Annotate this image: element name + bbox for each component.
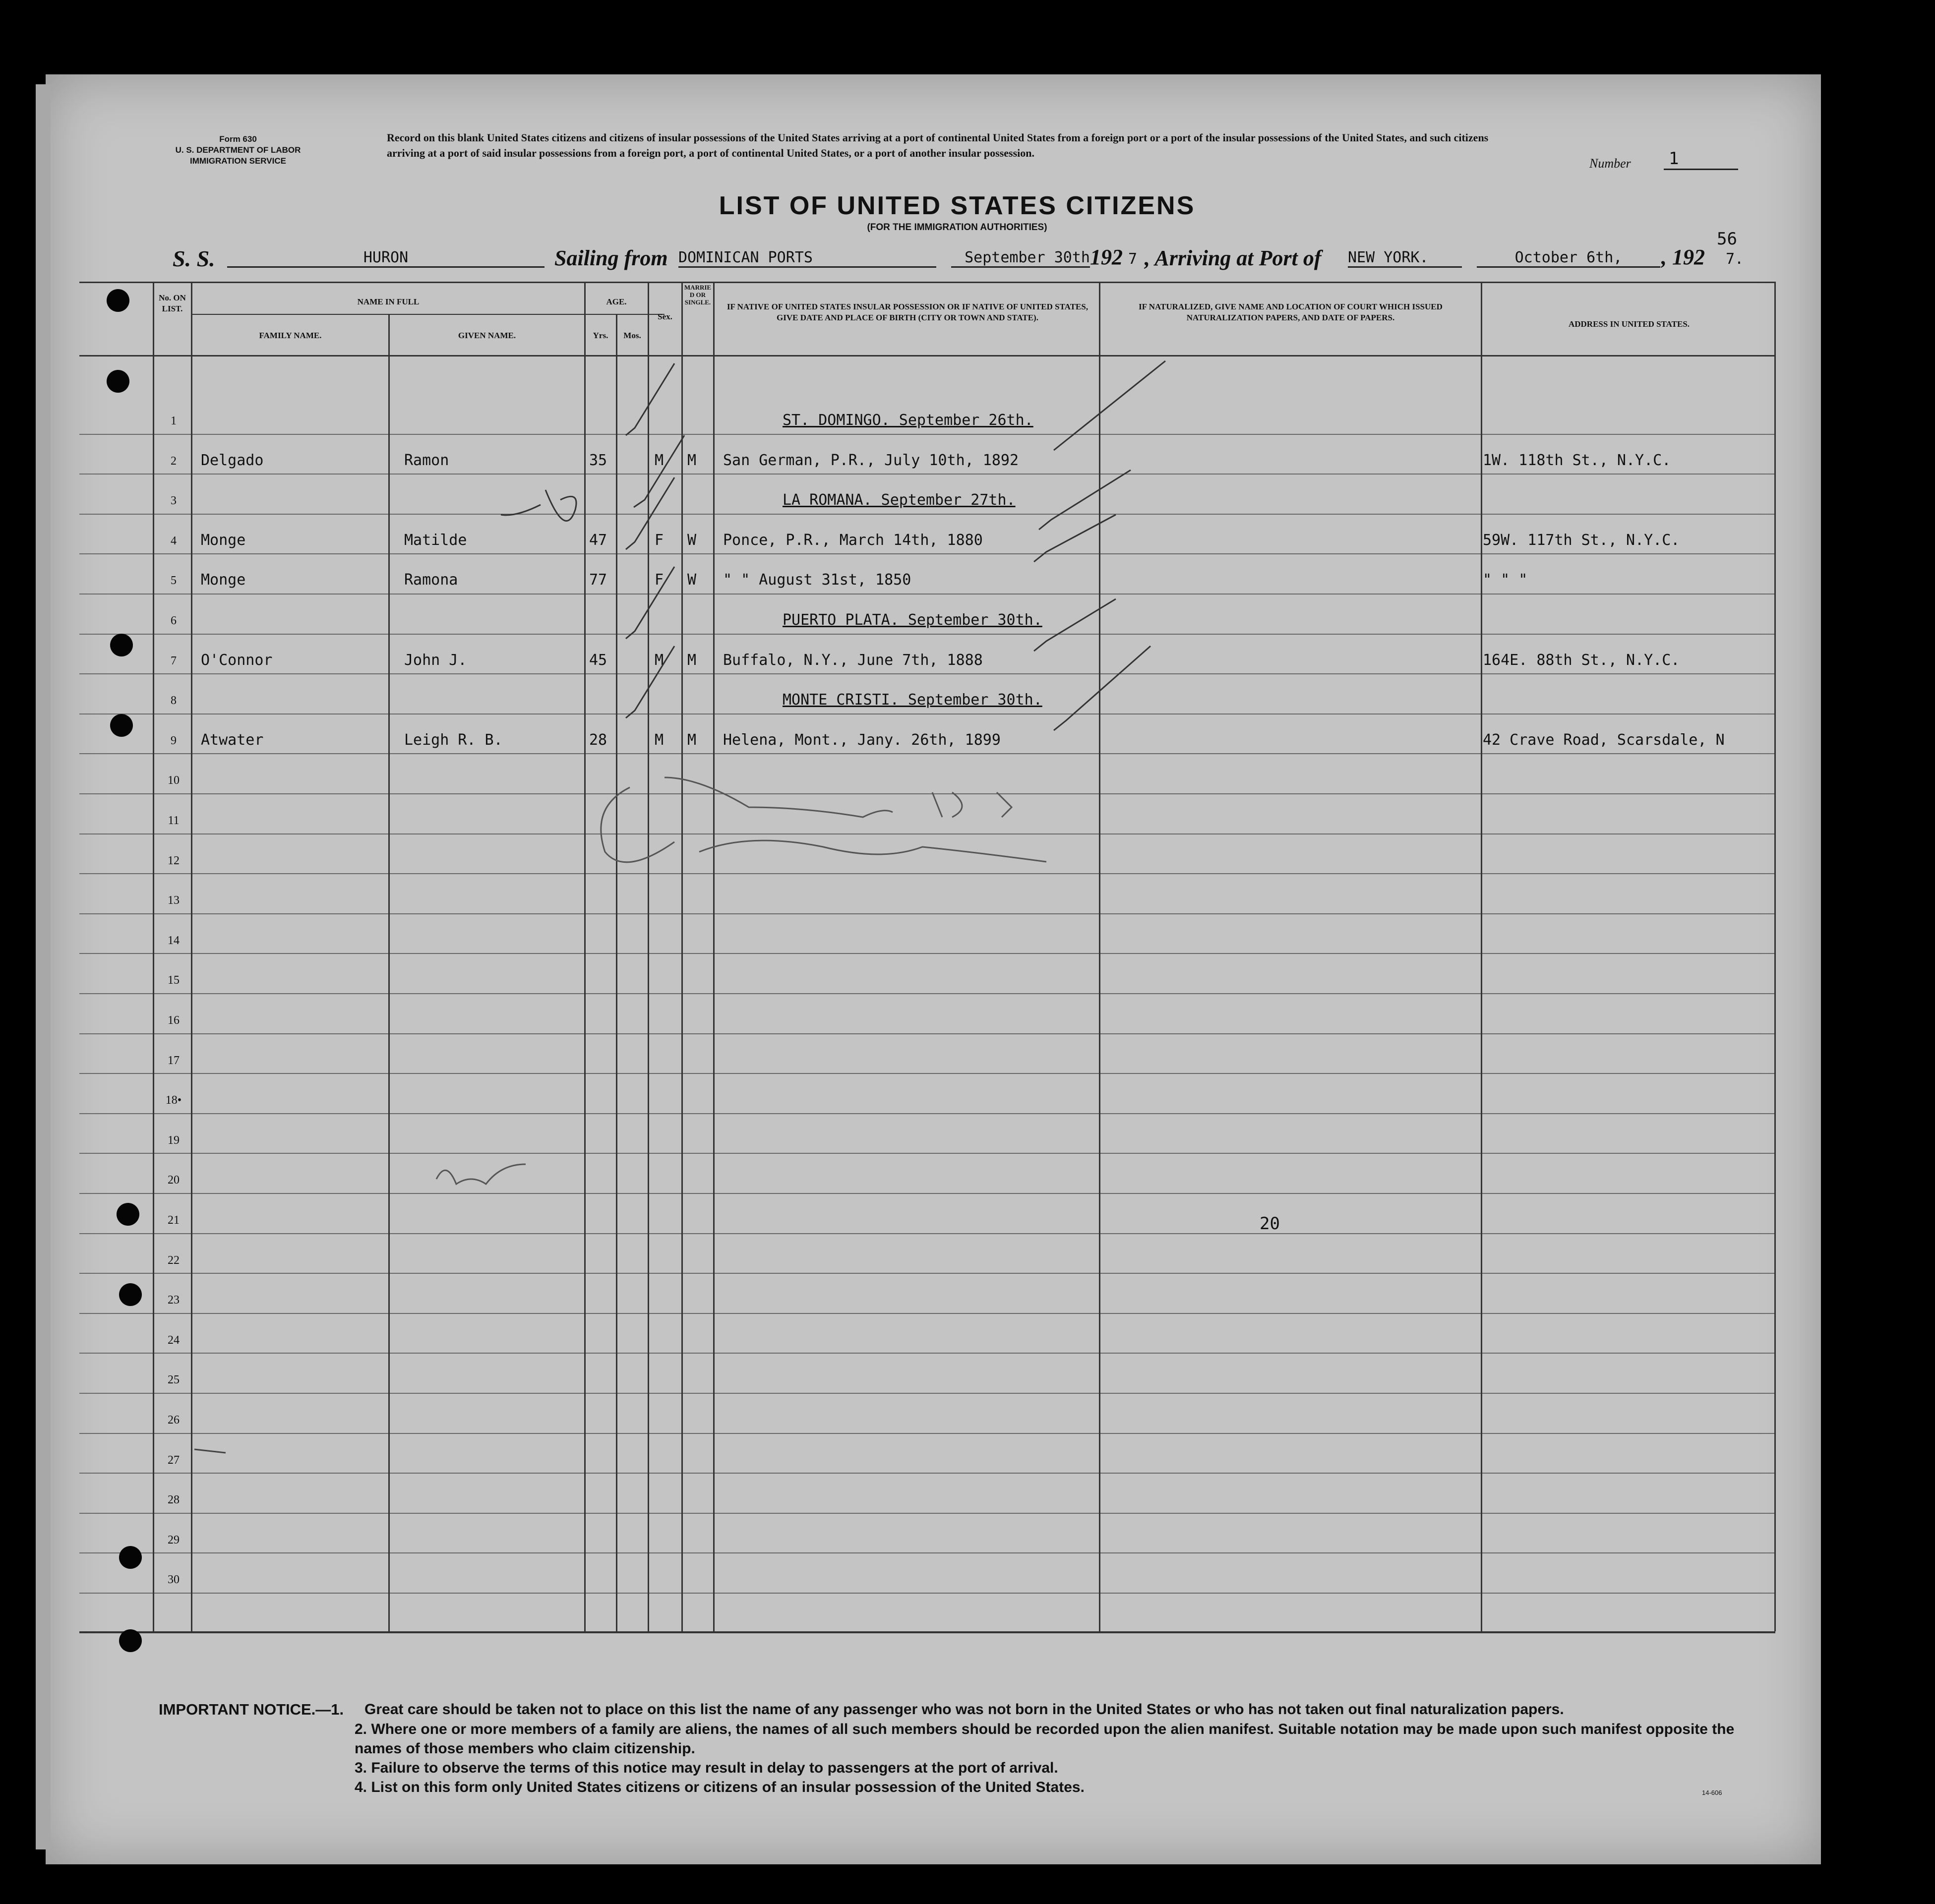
birth-info-cell: Helena, Mont., Jany. 26th, 1899 (723, 731, 1001, 749)
age-years-cell: 47 (589, 532, 607, 549)
header-naturalized: IF NATURALIZED, GIVE NAME AND LOCATION OF COURT WHICH ISSUED NATURALIZATION PAPERS, AND DATE OF PAPERS. (1139, 302, 1443, 322)
punch-hole (117, 1203, 139, 1226)
punch-hole (110, 634, 133, 656)
punch-hole (119, 1546, 142, 1569)
header-birth: IF NATIVE OF UNITED STATES INSULAR POSSESSION OR IF NATIVE OF UNITED STATES, GIVE DATE AND PLACE OF BIRTH (CITY OR TOWN AND STATE). (726, 302, 1088, 322)
inspector-signature (699, 840, 1046, 862)
check-mark (626, 646, 674, 718)
service: IMMIGRATION SERVICE (190, 156, 286, 166)
punch-hole (119, 1629, 142, 1652)
row-number: 10 (168, 774, 180, 787)
marital-status-cell: M (687, 452, 697, 469)
header-married: MARRIED OR SINGLE. (684, 284, 712, 306)
punch-hole (110, 714, 133, 737)
port-heading: MONTE CRISTI. September 30th. (783, 691, 1042, 709)
row-number: 9 (171, 734, 177, 747)
address-cell: 59W. 117th St., N.Y.C. (1483, 532, 1680, 549)
check-mark (1039, 470, 1131, 530)
family-name-cell: O'Connor (201, 652, 273, 669)
header-yrs: Yrs. (593, 331, 608, 340)
header-given-name: GIVEN NAME. (458, 331, 516, 340)
given-name-cell: John J. (404, 652, 467, 669)
address-cell: 1W. 118th St., N.Y.C. (1483, 452, 1671, 469)
punch-hole (107, 289, 129, 312)
inspector-signature (665, 777, 893, 817)
family-name-cell: Monge (201, 571, 246, 589)
sex-cell: F (655, 532, 664, 549)
sex-cell: M (655, 731, 664, 749)
given-name-cell: Ramon (404, 452, 449, 469)
marital-status-cell: M (687, 652, 697, 669)
row-number: 2 (171, 455, 177, 468)
row-number: 21 (168, 1214, 180, 1227)
header-family-name: FAMILY NAME. (259, 331, 322, 340)
check-mark (1034, 515, 1116, 562)
header-sex: Sex. (658, 312, 672, 321)
address-cell: 42 Crave Road, Scarsdale, N (1483, 731, 1725, 749)
age-years-cell: 77 (589, 571, 607, 589)
header-mos: Mos. (623, 331, 641, 340)
row-number: 27 (168, 1454, 180, 1467)
port-heading: PUERTO PLATA. September 30th. (783, 611, 1042, 629)
check-mark (626, 363, 674, 435)
marital-status-cell: M (687, 731, 697, 749)
header-name-in-full: NAME IN FULL (357, 297, 420, 306)
port-heading: LA ROMANA. September 27th. (783, 491, 1016, 509)
birth-info-cell: Buffalo, N.Y., June 7th, 1888 (723, 652, 983, 669)
row-number: 25 (168, 1373, 180, 1386)
row-number: 6 (171, 614, 177, 627)
arriving-date: October 6th, (1477, 249, 1660, 268)
row-number: 3 (171, 494, 177, 507)
birth-info-cell: " " August 31st, 1850 (723, 571, 911, 589)
sheet-edge (36, 84, 51, 1849)
stray-mark: 20 (1260, 1214, 1280, 1234)
age-years-cell: 35 (589, 452, 607, 469)
handwritten-notation (545, 490, 576, 521)
check-mark (1054, 646, 1150, 730)
sailing-label: Sailing from (554, 246, 668, 270)
row-number: 15 (168, 974, 180, 987)
port-heading: ST. DOMINGO. September 26th. (783, 412, 1033, 429)
check-mark (1054, 361, 1165, 450)
row-number: 7 (171, 654, 177, 667)
check-mark (634, 435, 684, 507)
inspector-signature (932, 792, 1012, 817)
header-address: ADDRESS IN UNITED STATES. (1568, 319, 1690, 329)
row-number: 24 (168, 1334, 180, 1347)
row-number: 30 (168, 1573, 180, 1586)
notice-item-4: 4. List on this form only United States citizens or citizens of an insular possession of the United States. (355, 1779, 1085, 1795)
arriving-label: , Arriving at Port of (1145, 246, 1322, 270)
row-number: 23 (168, 1294, 180, 1307)
family-name-cell: Delgado (201, 452, 264, 469)
department: U. S. DEPARTMENT OF LABOR (175, 145, 301, 155)
ss-label: S. S. (173, 246, 215, 271)
inspector-signature (601, 787, 674, 862)
header-age: AGE. (606, 297, 627, 306)
row-number: 20 (168, 1174, 180, 1187)
marital-status-cell: W (687, 571, 697, 589)
row-number: 5 (171, 574, 177, 587)
handwritten-notation (436, 1164, 526, 1184)
notice-item-1: Great care should be taken not to place on this list the name of any passenger who was not born in the United States or who has not taken out final naturalization papers. (364, 1701, 1564, 1718)
row-number: 8 (171, 694, 177, 707)
row-number: 19 (168, 1134, 180, 1147)
row-number: 1 (171, 415, 177, 427)
sex-cell: M (655, 652, 664, 669)
sailing-from: DOMINICAN PORTS (678, 249, 936, 268)
row-number: 28 (168, 1493, 180, 1506)
address-cell: " " " (1483, 571, 1528, 589)
row-number: 12 (168, 854, 180, 867)
given-name-cell: Matilde (404, 532, 467, 549)
handwritten-notation (501, 505, 541, 515)
row-number: 11 (168, 814, 180, 827)
arriving-year-suffix: 7. (1726, 250, 1744, 268)
ship-name: HURON (227, 249, 544, 268)
row-number: 29 (168, 1534, 180, 1547)
row-number: 17 (168, 1054, 180, 1067)
citizen-table (79, 282, 1775, 1635)
family-name-cell: Monge (201, 532, 246, 549)
footer-code: 14-606 (1702, 1789, 1722, 1796)
row-number: 18• (165, 1094, 182, 1107)
sailing-year-suffix: 7 (1128, 250, 1138, 268)
row-number: 14 (168, 934, 180, 947)
handwritten-annotations (79, 282, 1775, 1635)
family-name-cell: Atwater (201, 731, 264, 749)
row-number: 4 (171, 535, 177, 547)
arriving-port: NEW YORK. (1348, 249, 1462, 268)
notice-label: IMPORTANT NOTICE.—1. (159, 1701, 344, 1718)
marital-status-cell: W (687, 532, 697, 549)
record-instructions: Record on this blank United States citizens and citizens of insular possessions of the United States arriving at a port of continental United States from a foreign port or a port of the insular possessions of the United States, and such citizens arriving at a port of said insular possessions from a foreign port, a port of continental United States, or a port of another insular possession. (387, 131, 1489, 159)
check-mark (626, 477, 674, 549)
arriving-year: , 192 (1661, 245, 1705, 269)
check-mark (1034, 599, 1116, 651)
row-number: 13 (168, 894, 180, 907)
sailing-date: September 30th (951, 249, 1090, 268)
header-no-on-list: No. ON LIST. (159, 293, 186, 313)
page-title: LIST OF UNITED STATES CITIZENS (719, 191, 1196, 220)
number-label: Number (1589, 156, 1631, 171)
given-name-cell: Ramona (404, 571, 458, 589)
sailing-year: 192 (1090, 245, 1123, 269)
birth-info-cell: San German, P.R., July 10th, 1892 (723, 452, 1019, 469)
pencil-tick (194, 1449, 226, 1453)
row-number: 22 (168, 1254, 180, 1267)
sex-cell: F (655, 571, 664, 589)
page-stamp: 56 (1717, 229, 1737, 249)
punch-hole (107, 370, 129, 393)
notice-item-3: 3. Failure to observe the terms of this notice may result in delay to passengers at the port of arrival. (355, 1760, 1058, 1776)
notice-item-2: 2. Where one or more members of a family are aliens, the names of all such members should be recorded upon the alien manifest. Suitable notation may be made upon such manifest opposite the names of those members who claim citizenship. (355, 1721, 1735, 1757)
row-number: 26 (168, 1414, 180, 1427)
age-years-cell: 45 (589, 652, 607, 669)
sex-cell: M (655, 452, 664, 469)
birth-info-cell: Ponce, P.R., March 14th, 1880 (723, 532, 983, 549)
page-subtitle: (FOR THE IMMIGRATION AUTHORITIES) (867, 222, 1047, 233)
list-number: 1 (1664, 149, 1738, 170)
row-number: 16 (168, 1014, 180, 1027)
address-cell: 164E. 88th St., N.Y.C. (1483, 652, 1680, 669)
age-years-cell: 28 (589, 731, 607, 749)
punch-hole (119, 1283, 142, 1306)
given-name-cell: Leigh R. B. (404, 731, 503, 749)
form-identifier (134, 134, 342, 167)
check-mark (626, 567, 674, 639)
form-number: Form 630 (219, 134, 257, 144)
